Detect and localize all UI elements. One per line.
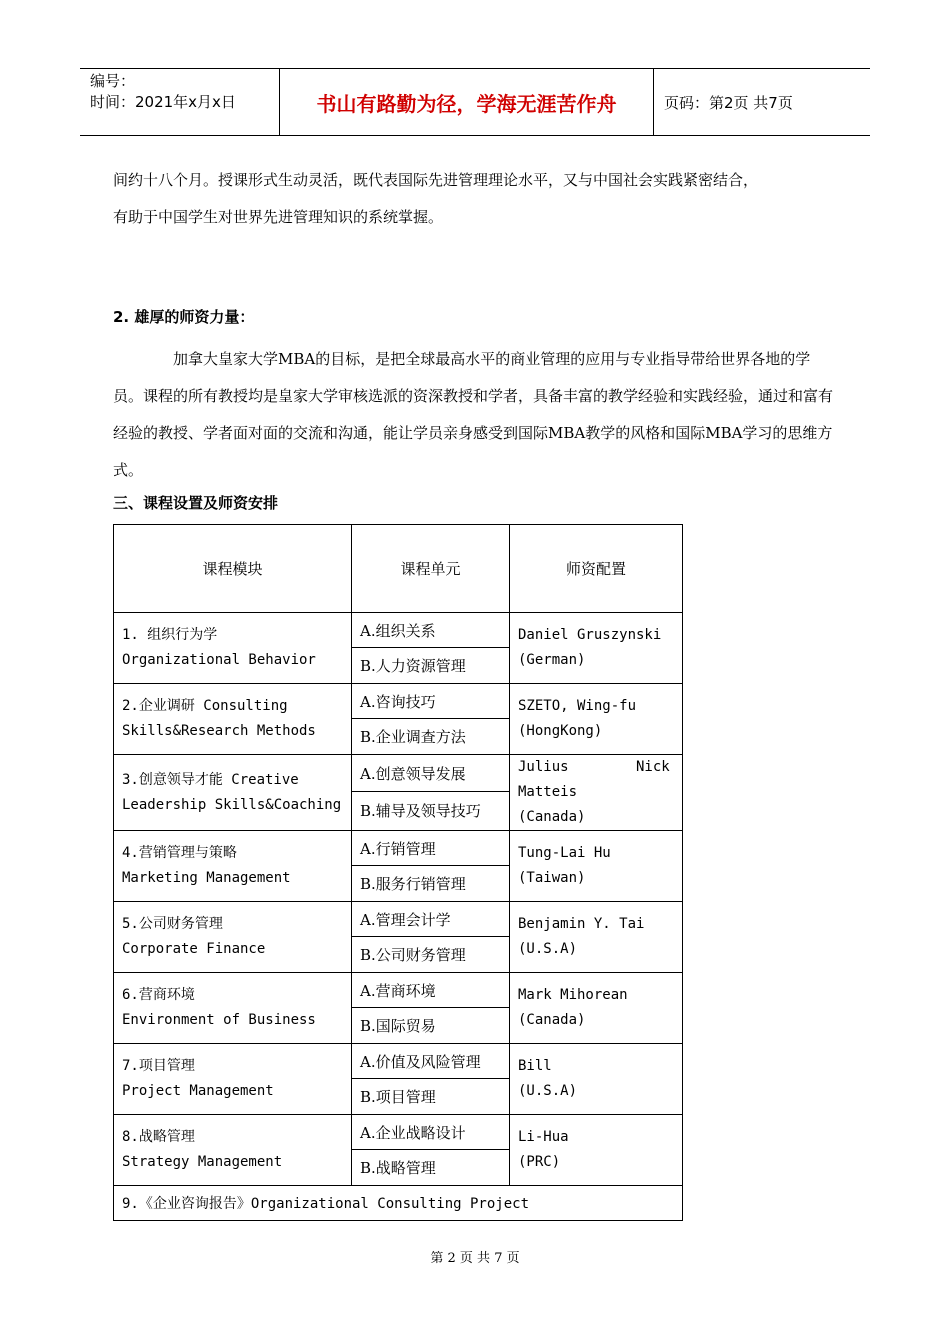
module-cn: 1. 组织行为学 [122, 627, 218, 643]
faculty-origin: (Taiwan) [518, 870, 586, 886]
module-en: Organizational Behavior [122, 652, 316, 668]
intro-line-2: 有助于中国学生对世界先进管理知识的系统掌握。 [113, 208, 444, 226]
header-unit: 课程单元 [352, 525, 510, 612]
module-en: Leadership Skills&Coaching [122, 796, 342, 813]
intro-paragraph [113, 162, 838, 236]
unit-cell [352, 973, 510, 1043]
unit-b: B.国际贸易 [360, 1017, 436, 1035]
faculty-name: Bill [518, 1058, 552, 1074]
unit-cell [352, 684, 510, 754]
table-row [114, 902, 682, 973]
table-row [114, 1044, 682, 1115]
unit-a: A.行销管理 [352, 831, 509, 866]
module-cn: 8.战略管理 [122, 1129, 195, 1145]
table-row [114, 755, 682, 831]
module-cell [114, 973, 352, 1043]
faculty-cell [510, 613, 682, 683]
faculty-cell [510, 973, 682, 1043]
unit-b: B.项目管理 [360, 1088, 436, 1106]
unit-a: A.咨询技巧 [352, 684, 509, 719]
module-cell [114, 613, 352, 683]
faculty-name: Tung-Lai Hu [518, 845, 611, 861]
table-header-row [114, 525, 682, 613]
page-header [80, 68, 870, 136]
unit-cell [352, 1044, 510, 1114]
faculty-name: Daniel Gruszynski [518, 627, 662, 643]
faculty-cell [510, 1044, 682, 1114]
module-cn: 3.创意领导才能 Creative [122, 771, 299, 788]
unit-b: B.企业调查方法 [360, 728, 466, 746]
module-en: Environment of Business [122, 1012, 316, 1028]
unit-a: A.组织关系 [352, 613, 509, 648]
module-cn: 2.企业调研 Consulting [122, 698, 288, 714]
module-cell [114, 1044, 352, 1114]
module-cn: 6.营商环境 [122, 987, 195, 1003]
module-cell [114, 831, 352, 901]
faculty-origin: (Canada) [518, 1012, 586, 1028]
unit-a: A.管理会计学 [352, 902, 509, 937]
module-cn: 4.营销管理与策略 [122, 845, 237, 861]
faculty-origin: (U.S.A) [518, 941, 578, 957]
faculty-name: Mark Mihorean [518, 987, 628, 1003]
module-en: Skills&Research Methods [122, 723, 316, 739]
table-row [114, 613, 682, 684]
number-label: 编号： [90, 72, 136, 90]
header-faculty: 师资配置 [565, 560, 626, 578]
time-label: 时间：2021年x月x日 [90, 93, 236, 111]
faculty-cell [510, 755, 682, 830]
unit-a: A.企业战略设计 [352, 1115, 509, 1150]
faculty-name: SZETO, Wing-fu [518, 698, 637, 714]
header-module: 课程模块 [114, 525, 352, 612]
faculty-cell [510, 684, 682, 754]
faculty-origin: (Canada) [518, 809, 586, 825]
faculty-name: Benjamin Y. Tai [518, 916, 645, 932]
module-cell [114, 755, 352, 830]
unit-cell [352, 1115, 510, 1185]
module-cell [114, 684, 352, 754]
table-row [114, 831, 682, 902]
header-page-label: 页码：第2页 共7页 [664, 93, 793, 112]
header-meta [80, 69, 280, 135]
unit-a: A.价值及风险管理 [352, 1044, 509, 1079]
module-en: Strategy Management [122, 1154, 283, 1170]
module-cn: 5.公司财务管理 [122, 916, 223, 932]
faculty-name: Li-Hua [518, 1129, 569, 1145]
faculty-cell [510, 902, 682, 972]
unit-a: A.创意领导发展 [352, 755, 509, 792]
unit-b: B.服务行销管理 [360, 875, 466, 893]
page-footer: 第 2 页 共 7 页 [430, 1251, 520, 1266]
faculty-origin: (German) [518, 652, 586, 668]
table-final-row: 9.《企业咨询报告》Organizational Consulting Project [122, 1196, 530, 1212]
unit-cell [352, 831, 510, 901]
unit-a: A.营商环境 [352, 973, 509, 1008]
table-row [114, 684, 682, 755]
module-en: Project Management [122, 1083, 274, 1099]
faculty-origin: (HongKong) [518, 723, 603, 739]
unit-b: B.公司财务管理 [360, 946, 466, 964]
module-en: Corporate Finance [122, 941, 266, 957]
course-table [113, 524, 683, 1221]
table-row [114, 1115, 682, 1186]
unit-cell [352, 755, 510, 830]
intro-line-1: 间约十八个月。授课形式生动灵活，既代表国际先进管理理论水平，又与中国社会实践紧密结合， [113, 171, 759, 189]
faculty-name: Julius Nick Matteis [518, 759, 679, 800]
section2-heading: 2. 雄厚的师资力量： [113, 308, 255, 326]
faculty-origin: (U.S.A) [518, 1083, 578, 1099]
unit-cell [352, 613, 510, 683]
unit-b: B.人力资源管理 [360, 657, 466, 675]
unit-b: B.战略管理 [360, 1159, 436, 1177]
module-cn: 7.项目管理 [122, 1058, 195, 1074]
section3-heading: 三、课程设置及师资安排 [113, 494, 279, 512]
header-motto: 书山有路勤为径，学海无涯苦作舟 [280, 69, 654, 135]
module-cell [114, 902, 352, 972]
module-cell [114, 1115, 352, 1185]
table-row [114, 973, 682, 1044]
faculty-origin: (PRC) [518, 1154, 561, 1170]
faculty-cell [510, 831, 682, 901]
section2-body: 加拿大皇家大学MBA的目标，是把全球最高水平的商业管理的应用与专业指导带给世界各地的学员。课程的所有教授均是皇家大学审核选派的资深教授和学者，具备丰富的教学经验和实践经验，通过和富有经验的教授、学者面对面的交流和沟通，能让学员亲身感受到国际MBA教学的风格和国际MBA学习的思维方式。 [113, 350, 834, 479]
faculty-cell [510, 1115, 682, 1185]
unit-cell [352, 902, 510, 972]
unit-b: B.辅导及领导技巧 [360, 802, 481, 820]
module-en: Marketing Management [122, 870, 291, 886]
